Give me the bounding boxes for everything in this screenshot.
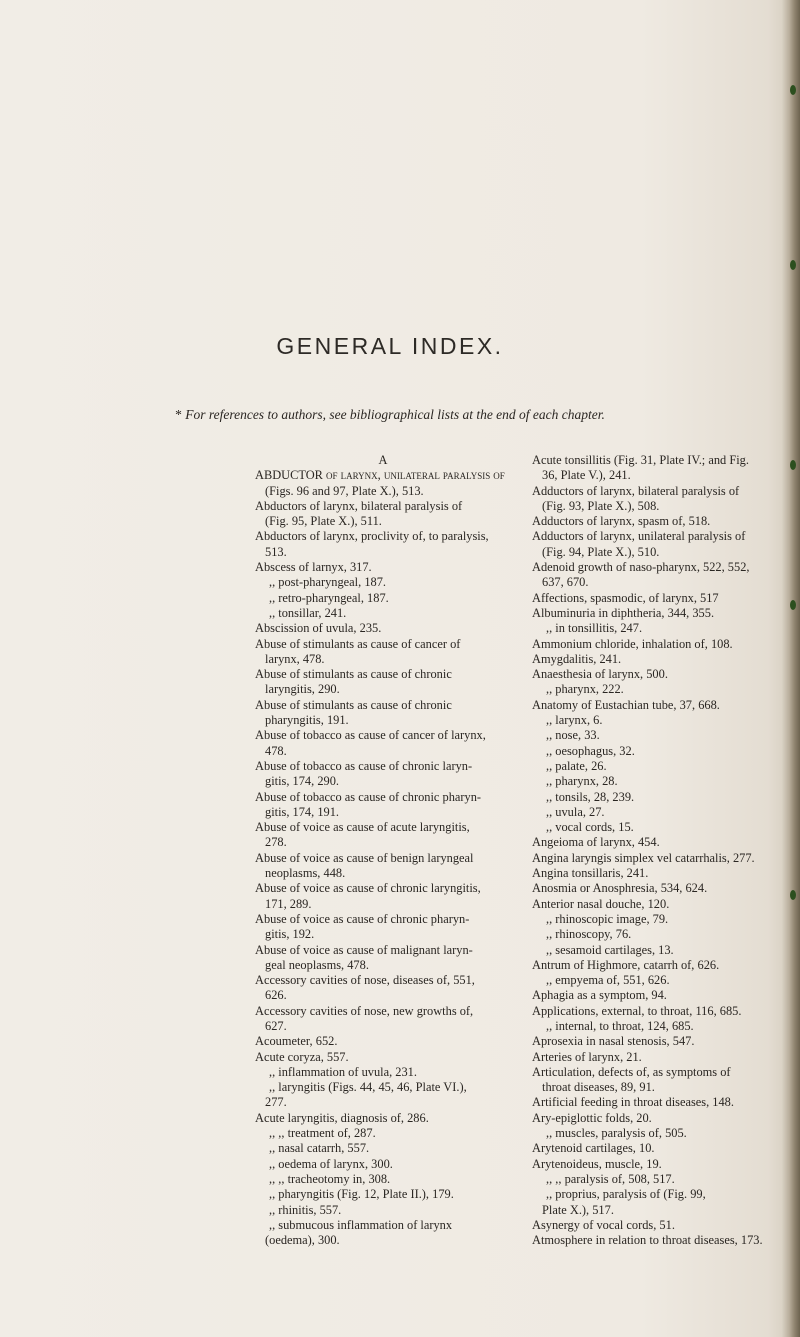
index-entry: Articulation, defects of, as symptoms of bbox=[532, 1064, 731, 1079]
index-entry: Arytenoid cartilages, 10. bbox=[532, 1141, 655, 1156]
index-entry: (Fig. 93, Plate X.), 508. bbox=[542, 498, 660, 513]
index-entry: Antrum of Highmore, catarrh of, 626. bbox=[532, 957, 720, 972]
index-entry: ,, pharynx, 28. bbox=[546, 774, 618, 789]
index-entry: Angina laryngis simplex vel catarrhalis, 277. bbox=[532, 850, 755, 865]
index-entry: ,, rhinitis, 557. bbox=[269, 1202, 342, 1217]
index-entry: Abuse of tobacco as cause of chronic laryn- bbox=[255, 758, 473, 773]
index-entry: ,, nose, 33. bbox=[546, 728, 600, 743]
index-entry: ,, tonsils, 28, 239. bbox=[546, 789, 635, 804]
index-entry: (Fig. 94, Plate X.), 510. bbox=[542, 544, 660, 559]
index-entry: ,, internal, to throat, 124, 685. bbox=[546, 1018, 694, 1033]
index-entry: Accessory cavities of nose, new growths of, bbox=[255, 1003, 474, 1018]
index-entry: Abuse of tobacco as cause of cancer of larynx, bbox=[255, 728, 486, 743]
index-entry: Angina tonsillaris, 241. bbox=[532, 866, 649, 881]
index-entry: ,, oedema of larynx, 300. bbox=[269, 1156, 393, 1171]
edge-stain bbox=[790, 85, 796, 95]
index-entry: 278. bbox=[265, 835, 287, 850]
index-entry: Anosmia or Anosphresia, 534, 624. bbox=[532, 881, 708, 896]
index-entry: 627. bbox=[265, 1018, 287, 1033]
index-entry: Arteries of larynx, 21. bbox=[532, 1049, 642, 1064]
index-entry: Abuse of stimulants as cause of chronic bbox=[255, 667, 452, 682]
index-entry: Adenoid growth of naso-pharynx, 522, 552, bbox=[532, 560, 750, 575]
index-entry: ,, larynx, 6. bbox=[546, 713, 603, 728]
index-entry: Abuse of voice as cause of benign laryngeal bbox=[255, 850, 474, 865]
index-entry: ,, sesamoid cartilages, 13. bbox=[546, 942, 674, 957]
index-entry: Accessory cavities of nose, diseases of, 551, bbox=[255, 973, 475, 988]
index-entry: ,, rhinoscopy, 76. bbox=[546, 927, 632, 942]
index-entry: Amygdalitis, 241. bbox=[532, 651, 622, 666]
index-entry: Abuse of tobacco as cause of chronic pharyn- bbox=[255, 789, 482, 804]
index-entry: ,, submucous inflammation of larynx bbox=[269, 1217, 453, 1232]
index-entry: Plate X.), 517. bbox=[542, 1202, 614, 1217]
index-entry: (oedema), 300. bbox=[265, 1233, 340, 1248]
index-entry: Atmosphere in relation to throat diseases, 173. bbox=[532, 1233, 763, 1248]
index-entry: ,, inflammation of uvula, 231. bbox=[269, 1064, 417, 1079]
index-entry: Artificial feeding in throat diseases, 148. bbox=[532, 1095, 734, 1110]
index-entry: ,, palate, 26. bbox=[546, 758, 607, 773]
index-entry: (Fig. 95, Plate X.), 511. bbox=[265, 514, 382, 529]
section-letter: A bbox=[378, 453, 388, 467]
index-entry: Adductors of larynx, bilateral paralysis of bbox=[532, 483, 740, 498]
index-entry: ,, ,, paralysis of, 508, 517. bbox=[546, 1171, 675, 1186]
index-entry: laryngitis, 290. bbox=[265, 682, 340, 697]
index-entry: Anaesthesia of larynx, 500. bbox=[532, 667, 668, 682]
index-entry: ,, rhinoscopic image, 79. bbox=[546, 911, 669, 926]
index-entry: 637, 670. bbox=[542, 575, 589, 590]
index-entry: ,, ,, tracheotomy in, 308. bbox=[269, 1171, 391, 1186]
index-entry: Abscess of larnyx, 317. bbox=[255, 560, 372, 575]
index-entry: Affections, spasmodic, of larynx, 517 bbox=[532, 590, 719, 605]
index-entry: neoplasms, 448. bbox=[265, 866, 346, 881]
references-note bbox=[0, 407, 780, 423]
page-title: GENERAL INDEX. bbox=[276, 333, 504, 359]
index-entry: (Figs. 96 and 97, Plate X.), 513. bbox=[265, 483, 424, 498]
index-entry: Abscission of uvula, 235. bbox=[255, 621, 382, 636]
index-entry: Adductors of larynx, unilateral paralysis of bbox=[532, 529, 746, 544]
index-entry: ,, post-pharyngeal, 187. bbox=[269, 575, 386, 590]
index-entry: Aphagia as a symptom, 94. bbox=[532, 988, 667, 1003]
index-entry: Acute coryza, 557. bbox=[255, 1049, 349, 1064]
index-entry-list-right bbox=[533, 453, 791, 1248]
index-entry: ,, laryngitis (Figs. 44, 45, 46, Plate VI.), bbox=[269, 1080, 467, 1095]
index-entry: Acute tonsillitis (Fig. 31, Plate IV.; and Fig. bbox=[532, 453, 749, 467]
index-entry: Abuse of voice as cause of chronic laryngitis, bbox=[255, 881, 481, 896]
index-entry: ,, in tonsillitis, 247. bbox=[546, 621, 643, 636]
index-entry: gitis, 192. bbox=[265, 927, 315, 942]
index-entry: 513. bbox=[265, 544, 287, 559]
index-entry: Albuminuria in diphtheria, 344, 355. bbox=[532, 605, 715, 620]
index-entry: Ammonium chloride, inhalation of, 108. bbox=[532, 636, 733, 651]
index-entry: Asynergy of vocal cords, 51. bbox=[532, 1217, 675, 1232]
index-entry: Abuse of voice as cause of acute laryngitis, bbox=[255, 820, 470, 835]
index-entry: pharyngitis, 191. bbox=[265, 713, 349, 728]
index-entry: geal neoplasms, 478. bbox=[265, 957, 369, 972]
index-entry: ,, retro-pharyngeal, 187. bbox=[269, 590, 389, 605]
index-entry: ,, muscles, paralysis of, 505. bbox=[546, 1126, 687, 1141]
index-entry: ,, empyema of, 551, 626. bbox=[546, 973, 670, 988]
index-column-left bbox=[256, 453, 510, 1248]
index-entry: ,, pharyngitis (Fig. 12, Plate II.), 179. bbox=[269, 1187, 454, 1202]
index-entry: Anatomy of Eustachian tube, 37, 668. bbox=[532, 697, 720, 712]
index-entry: ,, proprius, paralysis of (Fig. 99, bbox=[546, 1187, 706, 1202]
index-entry: ,, nasal catarrh, 557. bbox=[269, 1141, 370, 1156]
index-entry: Acute laryngitis, diagnosis of, 286. bbox=[255, 1110, 429, 1125]
index-entry: Abductors of larynx, proclivity of, to paralysis, bbox=[255, 529, 489, 544]
index-entry: Anterior nasal douche, 120. bbox=[532, 896, 670, 911]
index-entry: Adductors of larynx, spasm of, 518. bbox=[532, 514, 711, 529]
index-entry: Aprosexia in nasal stenosis, 547. bbox=[532, 1034, 695, 1049]
index-entry: ,, ,, treatment of, 287. bbox=[269, 1126, 376, 1141]
index-entry: ,, vocal cords, 15. bbox=[546, 820, 634, 835]
index-entry: Applications, external, to throat, 116, 685. bbox=[532, 1003, 742, 1018]
index-entry: ABDUCTOR of larynx, unilateral paralysis of bbox=[255, 468, 505, 483]
index-entry: 626. bbox=[265, 988, 287, 1003]
index-entry: ,, tonsillar, 241. bbox=[269, 605, 347, 620]
index-entry: ,, oesophagus, 32. bbox=[546, 743, 635, 758]
index-entry: Abuse of voice as cause of malignant laryn- bbox=[255, 942, 473, 957]
index-entry: larynx, 478. bbox=[265, 651, 325, 666]
index-entry: Acoumeter, 652. bbox=[255, 1034, 338, 1049]
index-entry: gitis, 174, 290. bbox=[265, 774, 340, 789]
index-entry: ,, uvula, 27. bbox=[546, 804, 605, 819]
index-entry: 36, Plate V.), 241. bbox=[542, 468, 631, 483]
index-entry: Angeioma of larynx, 454. bbox=[532, 835, 660, 850]
index-column-right bbox=[533, 453, 791, 1248]
index-entry: ,, pharynx, 222. bbox=[546, 682, 624, 697]
index-entry: 478. bbox=[265, 743, 287, 758]
index-entry: throat diseases, 89, 91. bbox=[542, 1080, 655, 1095]
index-entry: Abuse of stimulants as cause of cancer of bbox=[255, 636, 461, 651]
index-entry: gitis, 174, 191. bbox=[265, 804, 340, 819]
index-entry: Abuse of voice as cause of chronic pharyn- bbox=[255, 911, 470, 926]
index-entry: Abuse of stimulants as cause of chronic bbox=[255, 697, 452, 712]
index-entry: Arytenoideus, muscle, 19. bbox=[532, 1156, 662, 1171]
index-entry: Ary-epiglottic folds, 20. bbox=[532, 1110, 652, 1125]
asterisk-mark: * bbox=[175, 407, 182, 422]
references-note-text: For references to authors, see bibliographical lists at the end of each chapter. bbox=[185, 407, 605, 422]
index-entry: 171, 289. bbox=[265, 896, 312, 911]
index-entry: 277. bbox=[265, 1095, 287, 1110]
edge-stain bbox=[790, 260, 796, 270]
index-entry-list-left bbox=[256, 468, 510, 1248]
index-entry: Abductors of larynx, bilateral paralysis of bbox=[255, 498, 463, 513]
